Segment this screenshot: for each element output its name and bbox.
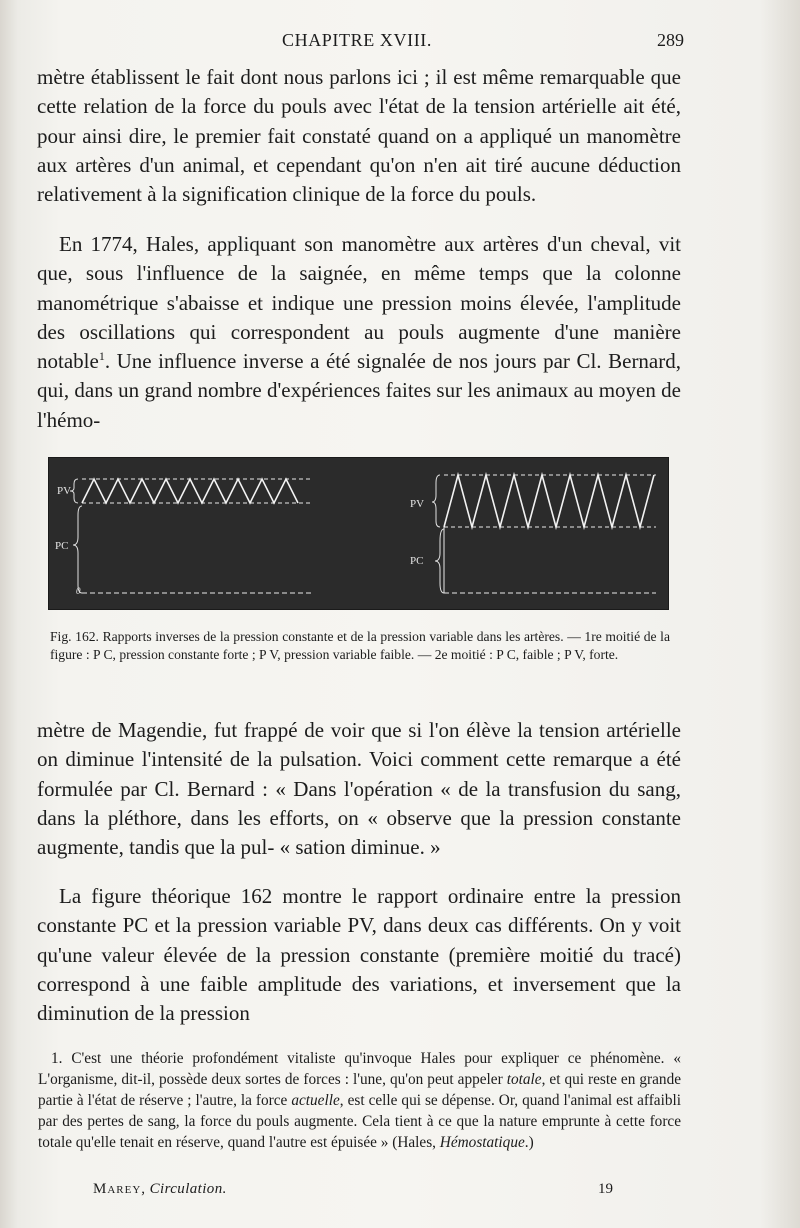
figure-162: [48, 457, 669, 610]
pressure-tracing-diagram: [48, 457, 669, 610]
right-pv-label: PV: [410, 498, 425, 510]
footnote-text-3: , est celle qui se dépense. Or, quand l'animal est affaibli par des pertes de sang, la force du pouls augmente. Cela tient à ce que la nature emprunte à cette force totale qu'elle tenait en réserve, quand l'autre est épuisée » (Hales,: [38, 1092, 681, 1151]
zero-label: 0: [76, 586, 81, 596]
footer-credit: Marey, Circulation.: [93, 1181, 227, 1197]
paragraph-3: mètre de Magendie, fut frappé de voir que si l'on élève la tension artérielle on diminue l'intensité de la pulsation. Voici comment cette remarque a été formulée par Cl. Bernard : « Dans l'opération « de la transfusion du sang, dans la pléthore, dans les efforts, on « observe que la pression constante augmente, tandis que la pul- « sation diminue. »: [37, 718, 681, 860]
page-header: [0, 30, 800, 54]
running-head: CHAPITRE XVIII.: [282, 30, 432, 50]
figure-caption: [50, 628, 670, 663]
paragraph-2-text-a: En 1774, Hales, appliquant son manomètre aux artères d'un cheval, vit que, sous l'influence de la saignée, en même temps que la colonne manométrique s'abaisse et indique une pression moins élevée, l'amplitude des oscillations qui correspondent au pouls augmente d'une manière notable: [37, 232, 681, 374]
footnote-text-2: , et qui reste en grande partie à l'état de réserve ; l'autre, la force: [38, 1071, 682, 1109]
footnote-italic-1: totale: [506, 1071, 542, 1088]
paragraph-1: mètre établissent le fait dont nous parlons ici ; il est même remarquable que cette relation de la force du pouls avec l'état de la tension artérielle ait été, pour ainsi dire, le premier fait constaté quand on a appliqué un manomètre aux artères d'un animal, et cependant qu'on n'en ait tiré aucune déduction relativement à la signification clinique de la force du pouls.: [37, 65, 681, 207]
footnote-italic-2: actuelle: [291, 1092, 340, 1109]
footer-title: Circulation.: [149, 1181, 227, 1197]
paragraph-4: La figure théorique 162 montre le rapport ordinaire entre la pression constante PC et la pression variable PV, dans deux cas différents. On y voit qu'une valeur élevée de la pression constante (première moitié du tracé) correspond à une faible amplitude des variations, et inversement que la diminution de la pression: [37, 884, 681, 1026]
footnote-number: 1.: [51, 1050, 63, 1067]
footnote-text-1: C'est une théorie profondément vitaliste qu'invoque Hales pour expliquer ce phénomène. « L'organisme, dit-il, possède deux sortes de forces : l'une, qu'on peut appeler: [38, 1050, 681, 1088]
footnote-text-4: .): [524, 1134, 534, 1151]
footnote: [38, 1048, 681, 1153]
paragraph-2-text-b: . Une influence inverse a été signalée de nos jours par Cl. Bernard, qui, dans un grand nombre d'expériences faites sur les animaux au moyen de l'hémo-: [37, 349, 681, 432]
footnote-italic-3: Hémostatique: [439, 1134, 525, 1151]
figure-caption-text: Rapports inverses de la pression constante et de la pression variable dans les artères. — 1re moitié de la figure : P C, pression constante forte ; P V, pression variable faible. — 2e moitié : P C, faible ; P V, forte.: [50, 629, 670, 662]
footer-author: Marey: [93, 1181, 142, 1197]
right-pc-label: PC: [410, 555, 424, 567]
signature-mark: 19: [598, 1181, 613, 1197]
page-number: 289: [657, 30, 684, 50]
left-pc-label: PC: [55, 540, 69, 552]
page-footer: [0, 1181, 800, 1201]
figure-label: Fig. 162.: [50, 629, 99, 644]
left-pv-label: PV: [57, 485, 72, 497]
paragraph-2: [37, 230, 681, 435]
footnote-reference: 1: [98, 349, 105, 364]
